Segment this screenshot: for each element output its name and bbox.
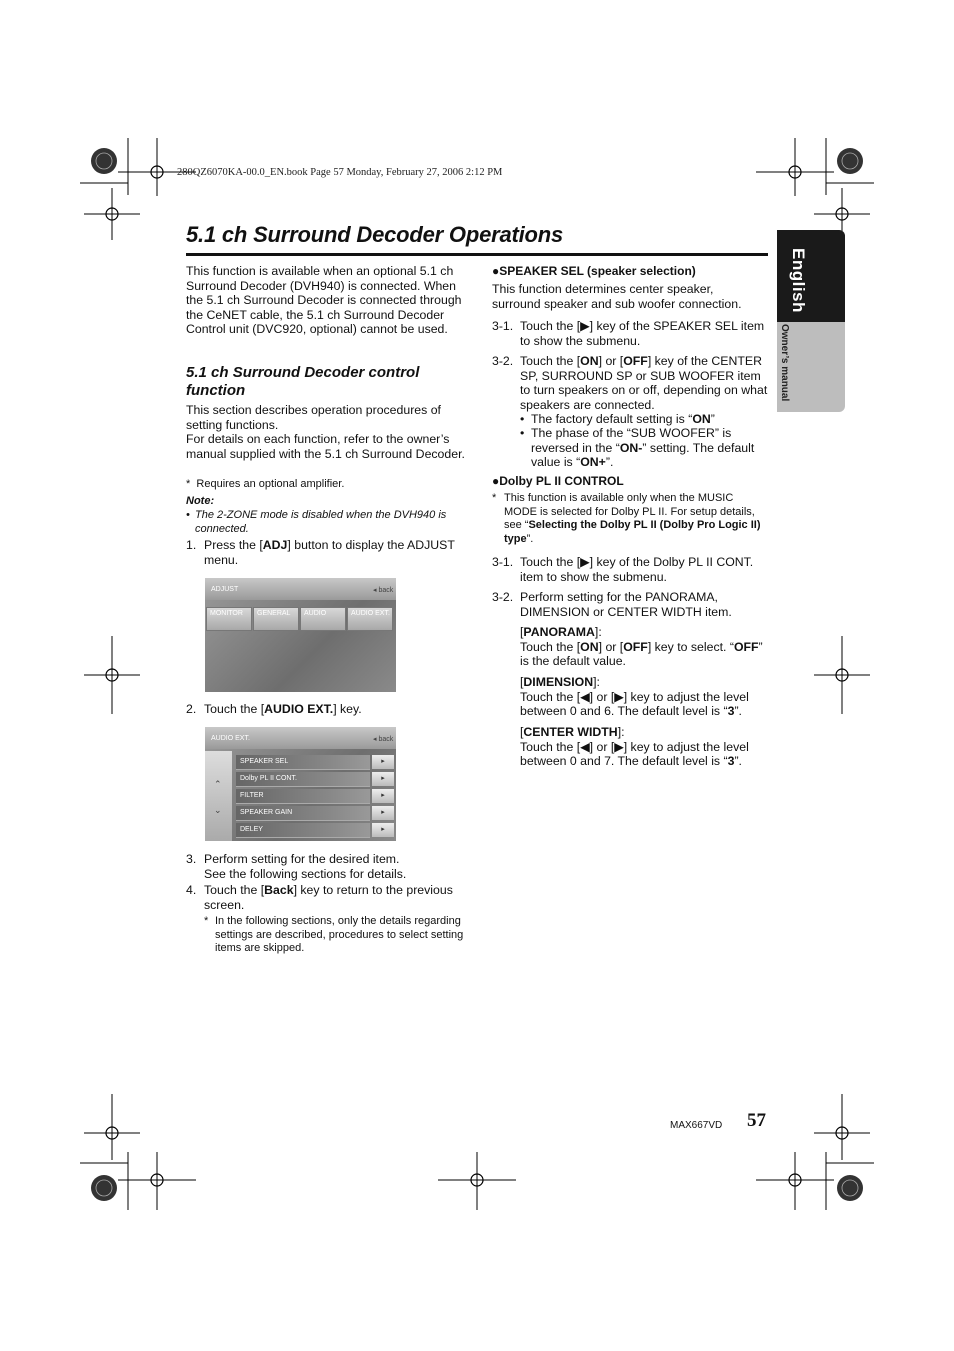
page-title: 5.1 ch Surround Decoder Operations <box>186 222 564 247</box>
tile-monitor[interactable]: MONITOR <box>206 607 252 631</box>
dolby-step-3-2: 3-2. Perform setting for the PANORAMA, DIMENSION or CENTER WIDTH item. <box>492 590 732 619</box>
model-number: MAX667VD <box>670 1120 723 1131</box>
right-arrow-icon: ▶ <box>614 739 624 754</box>
speaker-step-3-2: 3-2. Touch the [ON] or [OFF] key of the CENTER SP, SURROUND SP or SUB WOOFER item to turn speakers on or off, depending on what speakers are connected. <box>492 354 768 412</box>
list-item[interactable]: SPEAKER SEL <box>236 755 370 770</box>
dolby-step-3-1: 3-1. Touch the [▶] key of the Dolby PL II CONT. item to show the submenu. <box>492 555 754 584</box>
screen-title: AUDIO EXT. <box>211 735 250 742</box>
page-number: 57 <box>747 1110 766 1131</box>
intro-paragraph: This function is available when an optional 5.1 ch Surround Decoder (DVH940) is connected. When the 5.1 ch Surround Decoder is connected through the CeNET cable, the 5.1 ch Surround Decoder Control unit (DVC920, optional) cannot be used. <box>186 264 462 337</box>
scroll-up-icon[interactable]: ⌃ <box>214 779 222 789</box>
arrow-right-icon[interactable]: ▸ <box>372 806 394 820</box>
list-item[interactable]: FILTER <box>236 789 370 804</box>
step-4: 4. Touch the [Back] key to return to the previous screen. <box>186 883 453 912</box>
note-text: • The 2-ZONE mode is disabled when the DVH940 is connected. <box>186 509 447 535</box>
right-arrow-icon: ▶ <box>580 319 590 333</box>
speaker-sel-heading: ●SPEAKER SEL (speaker selection) <box>492 264 696 278</box>
arrow-right-icon[interactable]: ▸ <box>372 755 394 769</box>
speaker-step-3-1: 3-1. Touch the [▶] key of the SPEAKER SEL item to show the submenu. <box>492 319 765 348</box>
note-label: Note: <box>186 495 215 507</box>
center-width-block: [CENTER WIDTH]: Touch the [◀] or [▶] key to adjust the level between 0 and 7. The default level is “3”. <box>520 725 749 769</box>
step-4-note: * In the following sections, only the details regarding settings are described, procedures to select setting items are skipped. <box>204 915 464 955</box>
adjust-screen <box>205 578 396 692</box>
right-arrow-icon: ▶ <box>580 555 590 569</box>
speaker-bullet-2: • The phase of the “SUB WOOFER” is reversed in the “ON-” setting. The default value is “ON+”. <box>520 426 755 470</box>
right-arrow-icon: ▶ <box>614 689 624 704</box>
step-3: 3. Perform setting for the desired item. See the following sections for details. <box>186 852 407 881</box>
scroll-down-icon[interactable]: ⌄ <box>214 805 222 815</box>
list-item[interactable]: Dolby PL II CONT. <box>236 772 370 787</box>
panorama-block: [PANORAMA]: Touch the [ON] or [OFF] key to select. “OFF” is the default value. <box>520 625 763 669</box>
dolby-note: * This function is available only when the MUSIC MODE is selected for Dolby PL II. For setup details, see “Selecting the Dolby PL II (Dolby Pro Logic II) type”. <box>492 492 761 545</box>
tile-audio[interactable]: AUDIO <box>300 607 346 631</box>
step-1: 1. Press the [ADJ] button to display the ADJUST menu. <box>186 538 455 567</box>
book-info: 280QZ6070KA-00.0_EN.book Page 57 Monday, February 27, 2006 2:12 PM <box>177 167 503 178</box>
list-item[interactable]: SPEAKER GAIN <box>236 806 370 821</box>
back-button[interactable]: ◂ back <box>373 736 394 743</box>
language-label: English <box>789 248 808 313</box>
dimension-block: [DIMENSION]: Touch the [◀] or [▶] key to adjust the level between 0 and 6. The default level is “3”. <box>520 675 749 719</box>
audio-ext-screen <box>205 727 396 841</box>
arrow-right-icon[interactable]: ▸ <box>372 823 394 837</box>
requirement-note: * Requires an optional amplifier. <box>186 478 345 490</box>
list-item[interactable]: DELEY <box>236 823 370 838</box>
desc-1: This section describes operation procedures of setting functions. <box>186 403 441 432</box>
tile-audio-ext[interactable]: AUDIO EXT. <box>347 607 393 631</box>
left-arrow-icon: ◀ <box>580 739 590 754</box>
title-rule <box>186 253 768 256</box>
arrow-right-icon[interactable]: ▸ <box>372 789 394 803</box>
section-subheading: 5.1 ch Surround Decoder control function <box>186 364 420 399</box>
speaker-bullet-1: • The factory default setting is “ON” <box>520 412 715 426</box>
tile-general[interactable]: GENERAL <box>253 607 299 631</box>
desc-2: For details on each function, refer to the owner’s manual supplied with the 5.1 ch Surround Decoder. <box>186 432 465 461</box>
speaker-sel-desc: This function determines center speaker, surround speaker and sub woofer connection. <box>492 282 742 311</box>
screen-title: ADJUST <box>211 586 239 593</box>
section-label: Owner’s manual <box>779 324 790 402</box>
step-2: 2. Touch the [AUDIO EXT.] key. <box>186 702 362 716</box>
arrow-right-icon[interactable]: ▸ <box>372 772 394 786</box>
back-button[interactable]: ◂ back <box>373 587 394 594</box>
left-arrow-icon: ◀ <box>580 689 590 704</box>
dolby-heading: ●Dolby PL II CONTROL <box>492 474 624 488</box>
